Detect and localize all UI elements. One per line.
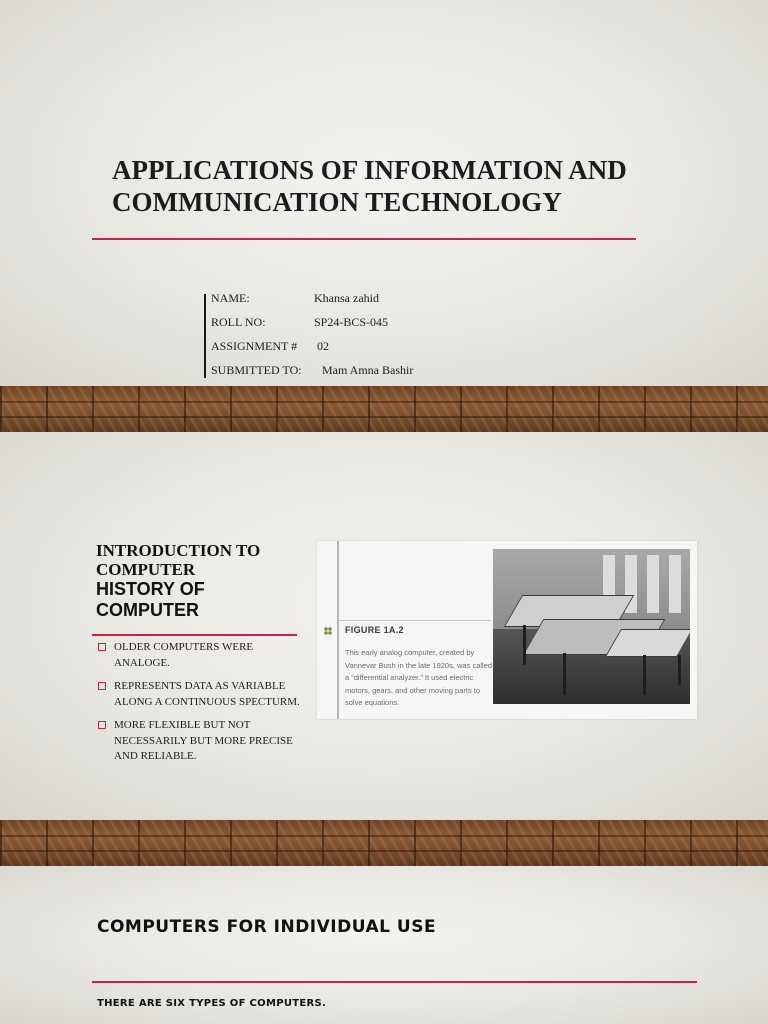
slide-text: THERE ARE SIX TYPES OF COMPUTERS. — [97, 998, 327, 1009]
presentation-title: APPLICATIONS OF INFORMATION AND COMMUNICATION TECHNOLOGY — [112, 155, 627, 217]
info-value: 02 — [317, 339, 329, 353]
info-label: ASSIGNMENT # — [211, 339, 298, 353]
checkbox-bullet-icon — [98, 721, 106, 729]
info-submitted-row — [211, 362, 413, 386]
figure-label: FIGURE 1A.2 — [345, 625, 404, 635]
list-item: MORE FLEXIBLE BUT NOT NECESSARILY BUT MORE PRECISE AND RELIABLE. — [96, 718, 306, 765]
history-subheading: HISTORY OF COMPUTER — [96, 579, 205, 620]
list-item: REPRESENTS DATA AS VARIABLE ALONG A CONTINUOUS SPECTURM. — [96, 679, 306, 710]
info-assignment-row — [211, 338, 413, 362]
info-value: Mam Amna Bashir — [322, 363, 414, 377]
wood-floor-divider — [0, 386, 768, 432]
intro-divider — [92, 634, 297, 636]
wood-floor-divider — [0, 820, 768, 866]
title-divider — [92, 238, 636, 240]
info-accent-bar — [204, 294, 206, 378]
info-label: SUBMITTED TO: — [211, 363, 302, 377]
info-label: NAME: — [211, 291, 250, 305]
checkbox-bullet-icon — [98, 643, 106, 651]
info-value: SP24-BCS-045 — [314, 315, 389, 329]
figure-dots-icon — [324, 627, 332, 635]
student-info — [211, 290, 413, 386]
differential-analyzer-photo — [493, 549, 690, 704]
intro-heading: INTRODUCTION TO COMPUTER — [96, 541, 261, 579]
checkbox-bullet-icon — [98, 682, 106, 690]
info-value: Khansa zahid — [314, 291, 379, 305]
figure-caption: This early analog computer, created by Vannevar Bush in the late 1920s, was called a “differential analyzer.” It used electric motors, gears, and other moving parts to solve equations. — [345, 648, 493, 707]
info-roll-row — [211, 314, 413, 338]
figure-image — [317, 541, 697, 719]
info-label: ROLL NO: — [211, 315, 266, 329]
title-slide — [0, 0, 768, 386]
info-name-row — [211, 290, 413, 314]
list-item: OLDER COMPUTERS WERE ANALOGE. — [96, 640, 306, 671]
slide-heading: COMPUTERS FOR INDIVIDUAL USE — [97, 917, 437, 937]
heading-divider — [92, 981, 697, 983]
bullet-list — [96, 640, 306, 773]
